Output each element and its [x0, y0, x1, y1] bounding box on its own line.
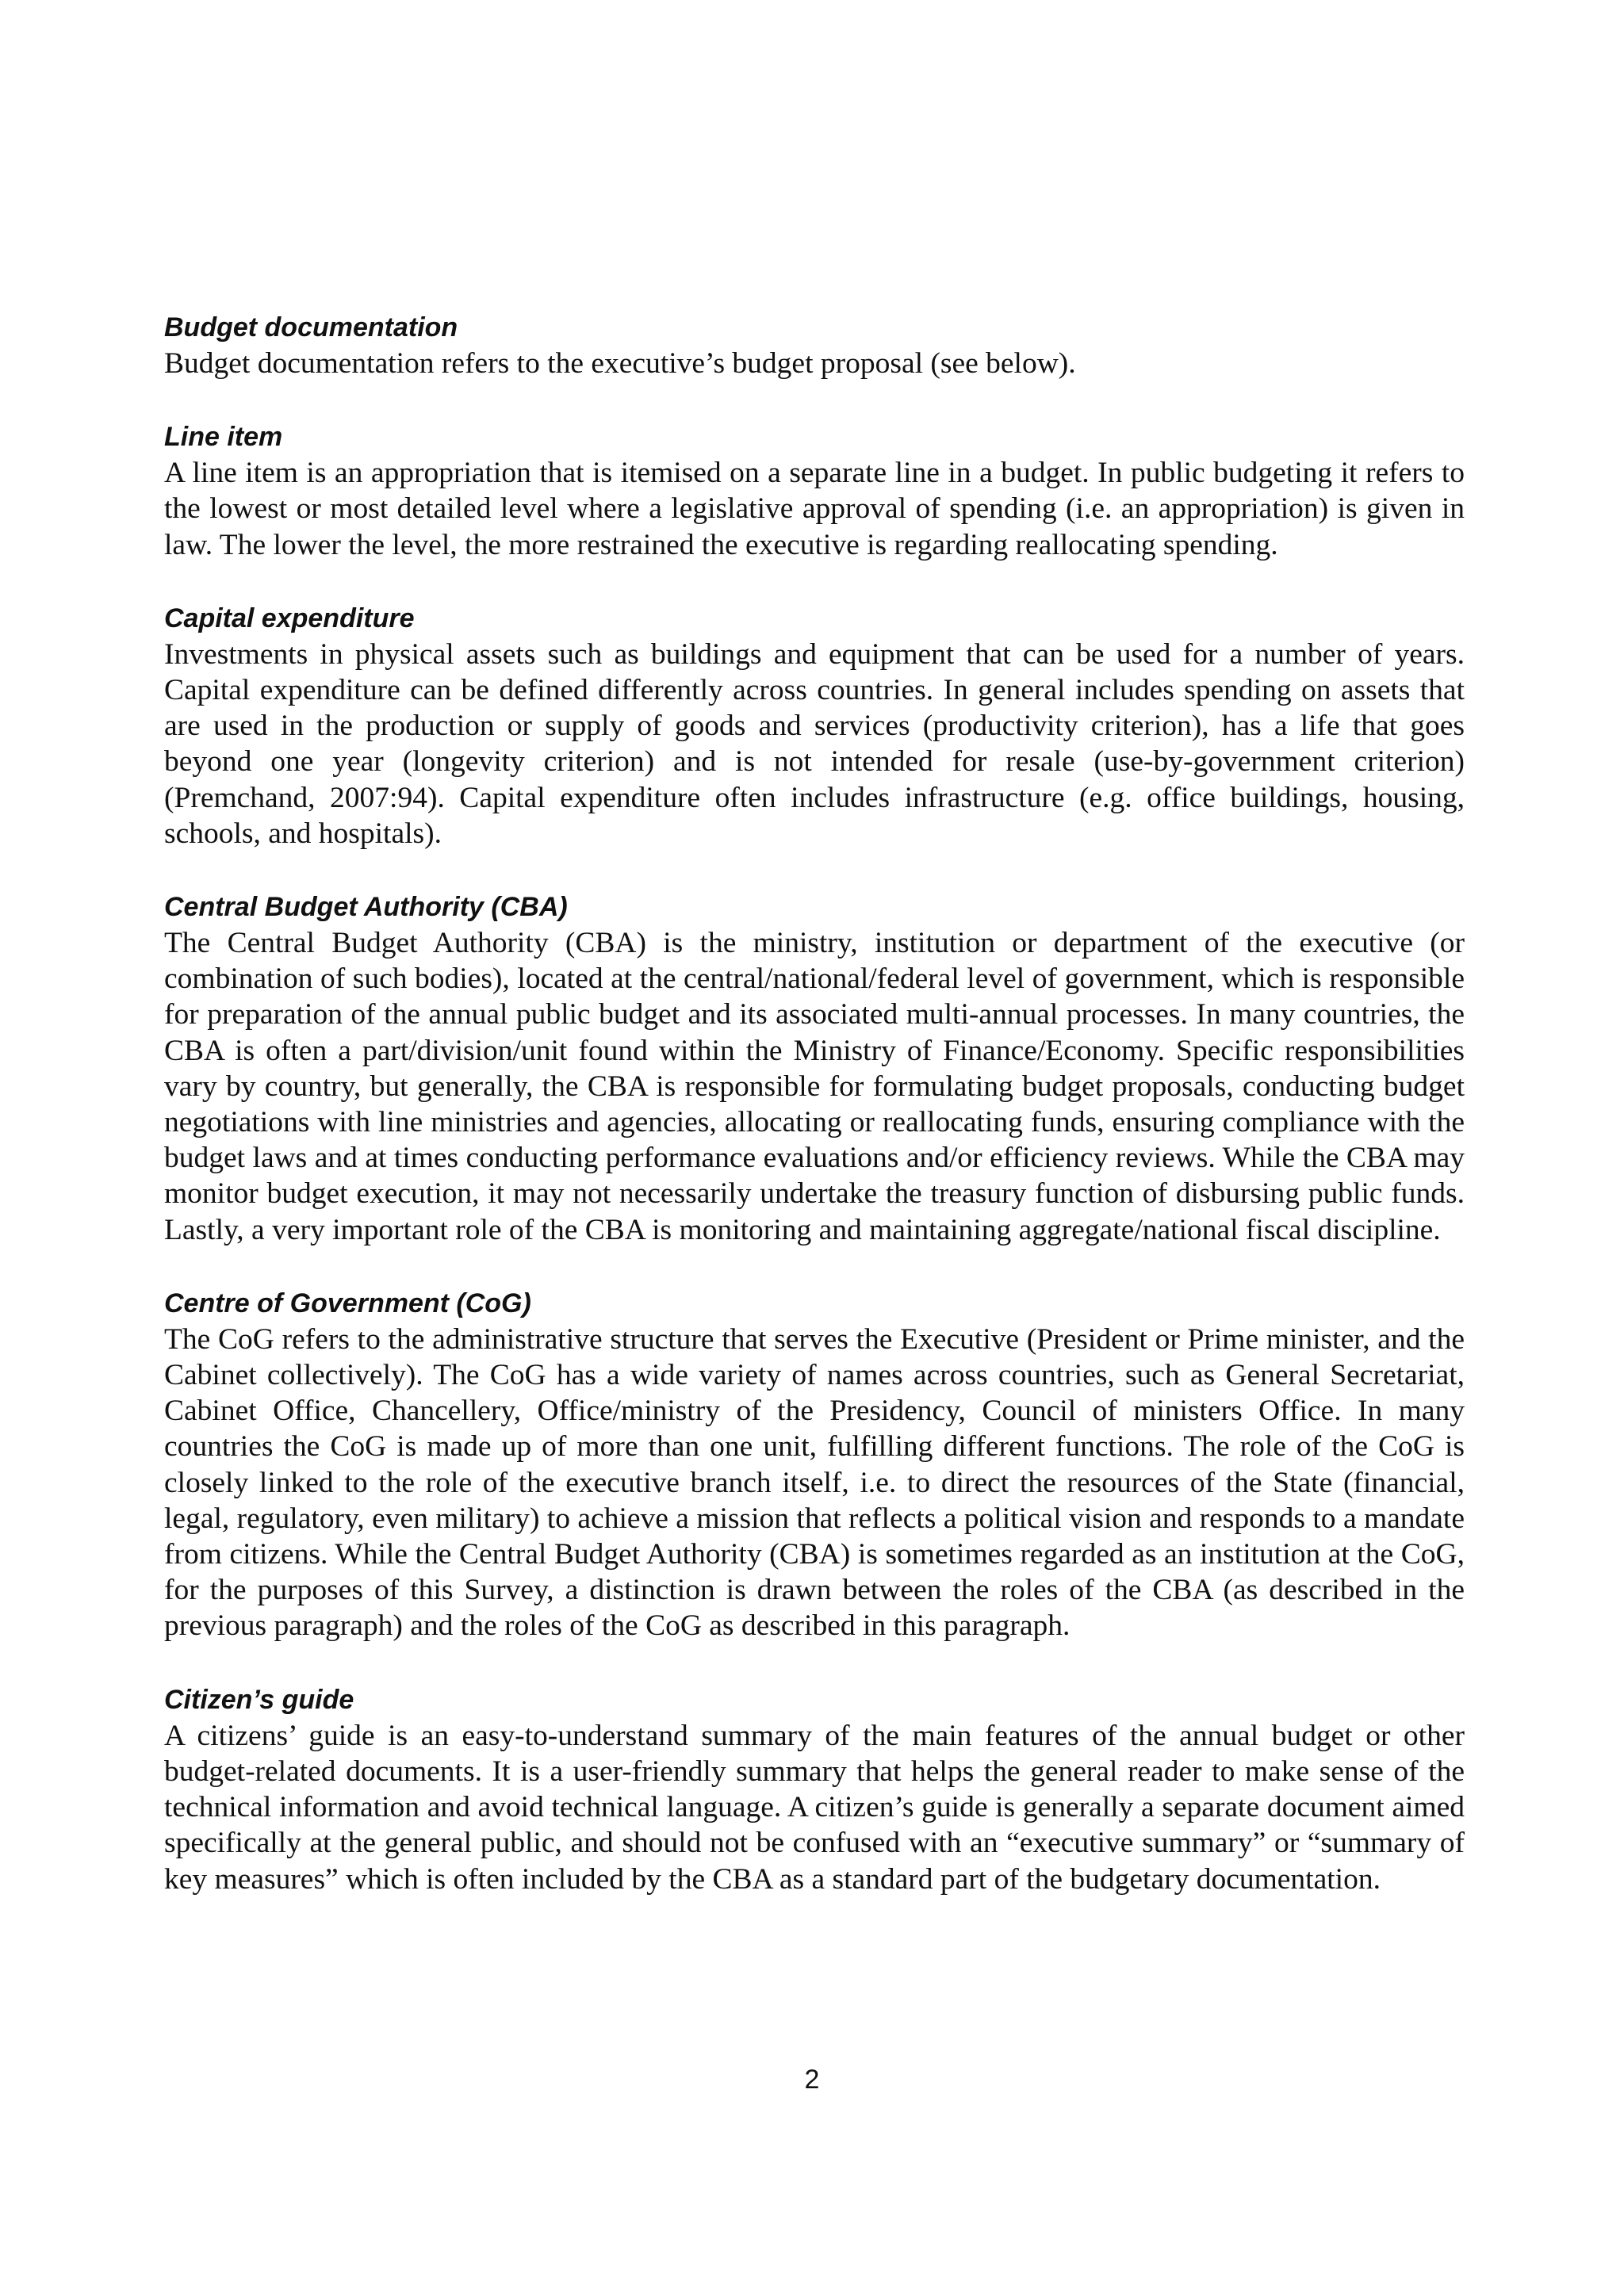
page-number: 2 — [804, 2064, 820, 2095]
section-heading: Capital expenditure — [164, 603, 415, 633]
section-line-item — [164, 419, 1465, 563]
section-heading: Citizen’s guide — [164, 1684, 354, 1715]
section-body: The CoG refers to the administrative structure that serves the Executive (President or Prime minister, and the Cabinet collectively). The CoG has a wide variety of names across countries, such as General Secretariat, Cabinet Office, Chancellery, Office/ministry of the Presidency, Council of ministers Office. In many countries the CoG is made up of more than one unit, fulfilling different functions. The role of the CoG is closely linked to the role of the executive branch itself, i.e. to direct the resources of the State (financial, legal, regulatory, even military) to achieve a mission that reflects a political vision and responds to a mandate from citizens. While the Central Budget Authority (CBA) is sometimes regarded as an institution at the CoG, for the purposes of this Survey, a distinction is drawn between the roles of the CBA (as described in the previous paragraph) and the roles of the CoG as described in this paragraph. — [164, 1322, 1465, 1643]
section-body: Investments in physical assets such as buildings and equipment that can be used for a number of years. Capital expenditure can be defined differently across countries. In general includes spending on assets that are used in the production or supply of goods and services (productivity criterion), has a life that goes beyond one year (longevity criterion) and is not intended for resale (use-by-government criterion) (Premchand, 2007:94). Capital expenditure often includes infrastructure (e.g. office buildings, housing, schools, and hospitals). — [164, 637, 1465, 850]
section-body: A citizens’ guide is an easy-to-understand summary of the main features of the annual budget or other budget-related documents. It is a user-friendly summary that helps the general reader to make sense of the technical information and avoid technical language. A citizen’s guide is generally a separate document aimed specifically at the general public, and should not be confused with an “executive summary” or “summary of key measures” which is often included by the CBA as a standard part of the budgetary documentation. — [164, 1719, 1465, 1896]
section-central-budget-authority — [164, 889, 1465, 1248]
section-citizens-guide — [164, 1682, 1465, 1897]
section-body: A line item is an appropriation that is itemised on a separate line in a budget. In public budgeting it refers to the lowest or most detailed level where a legislative approval of spending (i.e. an appropriation) is given in law. The lower the level, the more restrained the executive is regarding reallocating spending. — [164, 457, 1465, 561]
section-heading: Central Budget Authority (CBA) — [164, 892, 568, 923]
section-body: Budget documentation refers to the executive’s budget proposal (see below). — [164, 347, 1076, 380]
section-heading: Budget documentation — [164, 312, 458, 342]
section-budget-documentation — [164, 309, 1465, 381]
section-capital-expenditure — [164, 600, 1465, 851]
section-heading: Centre of Government (CoG) — [164, 1288, 531, 1318]
section-centre-of-government — [164, 1285, 1465, 1644]
section-body: The Central Budget Authority (CBA) is the ministry, institution or department of the executive (or combination of such bodies), located at the central/national/federal level of government, which is responsible for preparation of the annual public budget and its associated multi-annual processes. In many countries, the CBA is often a part/division/unit found within the Ministry of Finance/Economy. Specific responsibilities vary by country, but generally, the CBA is responsible for formulating budget proposals, conducting budget negotiations with line ministries and agencies, allocating or reallocating funds, ensuring compliance with the budget laws and at times conducting performance evaluations and/or efficiency reviews. While the CBA may monitor budget execution, it may not necessarily undertake the treasury function of disbursing public funds. Lastly, a very important role of the CBA is monitoring and maintaining aggregate/national fiscal discipline. — [164, 927, 1465, 1246]
document-page — [164, 309, 1465, 1934]
section-heading: Line item — [164, 422, 283, 453]
